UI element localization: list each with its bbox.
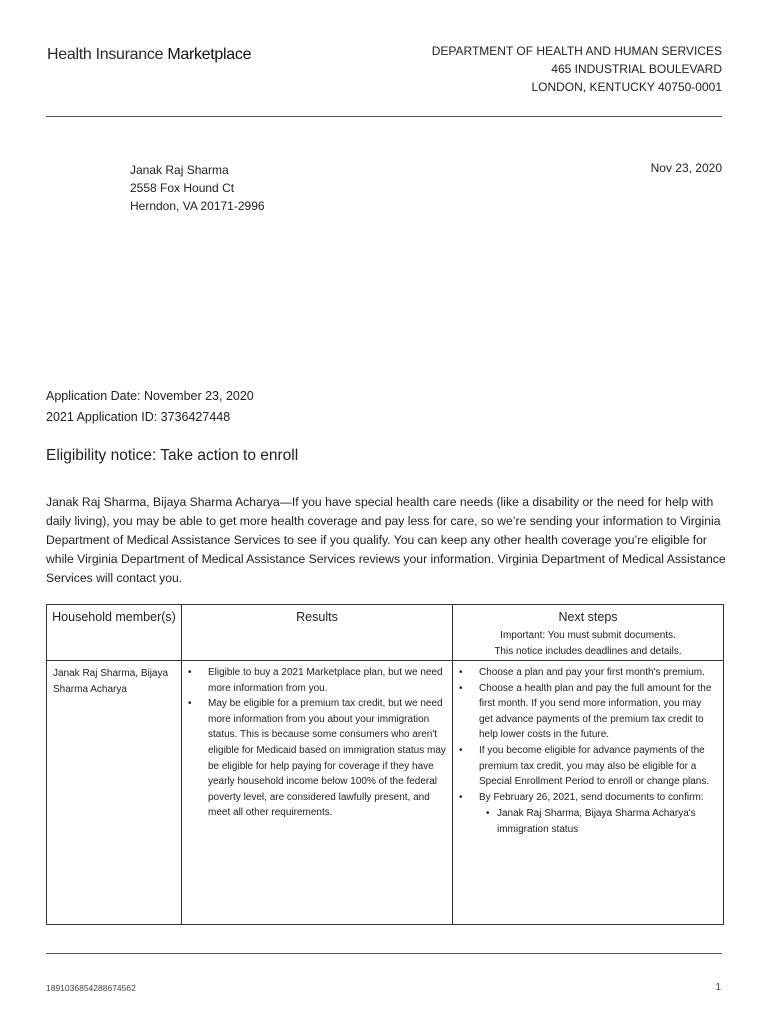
list-item-text: By February 26, 2021, send documents to confirm: <box>479 791 704 803</box>
list-item: • May be eligible for a premium tax credit, but we need more information from you about your immigration status. This is because some consumers who aren't eligible for Medicaid based on immigration status may be eligible for help paying for coverage if they have yearly household income below 100% of the federal poverty level, are considered lawfully present, and meet all other requirements. <box>208 696 446 821</box>
list-item: • Janak Raj Sharma, Bijaya Sharma Acharya's immigration status <box>497 806 717 837</box>
header-next-steps-block <box>453 605 723 660</box>
next-steps-cell <box>453 661 724 925</box>
recipient-address <box>130 161 265 215</box>
list-item: • Choose a plan and pay your first month's premium. <box>479 665 717 681</box>
list-item: • Choose a health plan and pay the full amount for the first month. If you send more information, you may get advance payments of the premium tax credit to help lower costs in the future. <box>479 681 717 743</box>
barcode-number: 1891036854288674562 <box>46 983 136 993</box>
notice-date: Nov 23, 2020 <box>650 161 722 175</box>
page-number: 1 <box>715 982 721 993</box>
dept-line: LONDON, KENTUCKY 40750-0001 <box>531 80 722 94</box>
logo-text-bold: Marketplace <box>167 46 252 63</box>
next-steps-note-2: This notice includes deadlines and details. <box>494 646 682 657</box>
results-list <box>182 661 452 821</box>
recipient-street: 2558 Fox Hound Ct <box>130 181 235 195</box>
recipient-name: Janak Raj Sharma <box>130 163 229 177</box>
eligibility-table <box>46 604 724 925</box>
header-divider <box>46 116 722 117</box>
header-results <box>182 605 453 661</box>
members-cell: Janak Raj Sharma, Bijaya Sharma Acharya <box>47 661 182 925</box>
dept-line: 465 INDUSTRIAL BOULEVARD <box>551 62 722 76</box>
application-id: 2021 Application ID: 3736427448 <box>46 410 231 424</box>
table-row <box>47 661 724 925</box>
next-steps-note-1: Important: You must submit documents. <box>500 630 676 641</box>
footer-divider <box>46 953 722 954</box>
intro-paragraph: Janak Raj Sharma, Bijaya Sharma Acharya—If you have special health care needs (like a disability or the need for help with daily living), you may be able to get more health coverage and pay less for care, so we’re sending your information to Virginia Department of Medical Assistance Services to see if you qualify. You can keep any other health coverage you’re eligible for while Virginia Department of Medical Assistance Services reviews your information. Virginia Department of Medical Assistance Services will contact you. <box>46 495 726 585</box>
dept-line: DEPARTMENT OF HEALTH AND HUMAN SERVICES <box>431 44 722 58</box>
department-address <box>432 42 722 96</box>
application-date: Application Date: November 23, 2020 <box>46 389 254 403</box>
header-next-steps <box>453 605 724 661</box>
list-item: • If you become eligible for advance payments of the premium tax credit, you may also be eligible for a Special Enrollment Period to enroll or change plans. <box>479 743 717 790</box>
application-info <box>46 386 254 428</box>
list-item <box>479 790 717 838</box>
logo-text-light: Health Insurance <box>47 46 168 63</box>
header-next-steps-label: Next steps <box>558 610 618 624</box>
results-cell <box>182 661 453 925</box>
documents-sublist <box>479 805 717 837</box>
header-members-label: Household member(s) <box>52 610 176 624</box>
next-steps-list <box>453 661 723 838</box>
marketplace-logo <box>47 46 251 64</box>
header-results-label: Results <box>296 610 338 624</box>
table-header-row <box>47 605 724 661</box>
notice-title: Eligibility notice: Take action to enroll <box>46 447 299 464</box>
recipient-city: Herndon, VA 20171-2996 <box>130 199 265 213</box>
header-members <box>47 605 182 661</box>
list-item: • Eligible to buy a 2021 Marketplace plan, but we need more information from you. <box>208 665 446 696</box>
